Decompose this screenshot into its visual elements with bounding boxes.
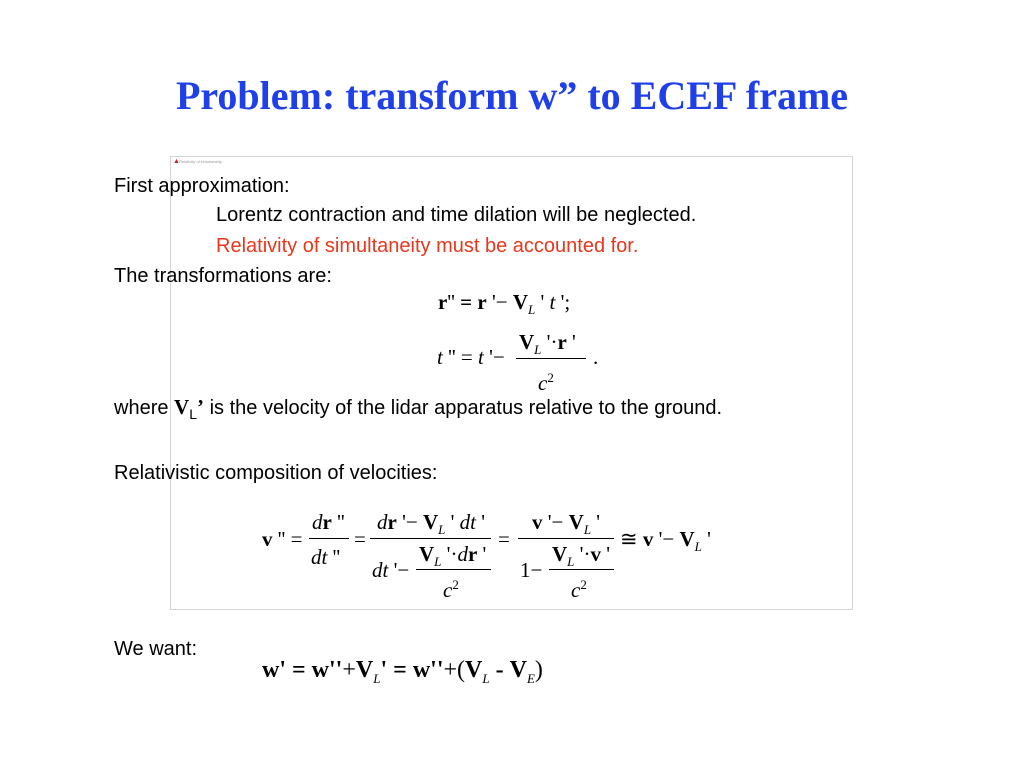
equals-sign-1: =: [354, 527, 366, 551]
frac3-inner-numerator: $V_L$ '·v ': [552, 542, 610, 570]
frac2-numerator: dr '− $V_L$ ' dt ': [377, 510, 486, 538]
approx-result: ≅ v '− $V_L$ ': [620, 527, 711, 555]
relativistic-label: Relativistic composition of velocities:: [114, 462, 438, 484]
equals-sign-2: =: [498, 527, 510, 551]
frac2-inner-numerator: $V_L$ '·dr ': [419, 542, 487, 570]
frac2-inner-bar: [416, 569, 491, 570]
frac2-denominator-left: dt '−: [372, 558, 410, 582]
equation-period: .: [593, 345, 599, 369]
time-fraction-denominator: $c^2$: [538, 370, 554, 395]
frac3-inner-bar: [549, 569, 614, 570]
slide-title: Problem: transform w” to ECEF frame: [175, 73, 849, 118]
equation-time-transform: t '' = t '−: [437, 345, 505, 369]
frac2-bar: [370, 538, 491, 539]
frac1-bar: [309, 538, 349, 539]
first-approx-label: First approximation:: [114, 175, 290, 197]
we-want-label: We want:: [114, 638, 197, 660]
fraction-bar: [516, 358, 586, 359]
where-sentence: where $V_L$’ is the velocity of the lidar apparatus relative to the ground.: [114, 395, 723, 422]
velocity-lhs: v '' =: [262, 527, 303, 551]
velocity-symbol: V: [174, 395, 190, 419]
frac3-numerator: v '− $V_L$ ': [532, 510, 601, 538]
lorentz-note: Lorentz contraction and time dilation will be neglected.: [216, 204, 697, 226]
equation-goal: $w' = w''+V_L' = w''+(V_L - V_E)$: [262, 657, 543, 686]
frac3-bar: [518, 538, 614, 539]
frac3-inner-denominator: $c^2$: [571, 577, 587, 602]
embed-object-icon: ▲: [173, 158, 180, 165]
transformations-label: The transformations are:: [114, 265, 332, 287]
simultaneity-note: Relativity of simultaneity must be accounted for.: [216, 235, 639, 257]
embed-caption: Relativity of simultaneity: [179, 159, 222, 164]
frac1-denominator: dt '': [311, 545, 341, 569]
equation-position-transform: r'' = r '− $V_L$ ' t ';: [438, 290, 571, 318]
time-fraction-numerator: $V_L$ '·r ': [519, 330, 576, 358]
frac3-denominator-left: 1−: [520, 558, 543, 582]
frac2-inner-denominator: $c^2$: [443, 577, 459, 602]
frac1-numerator: dr '': [312, 510, 345, 534]
